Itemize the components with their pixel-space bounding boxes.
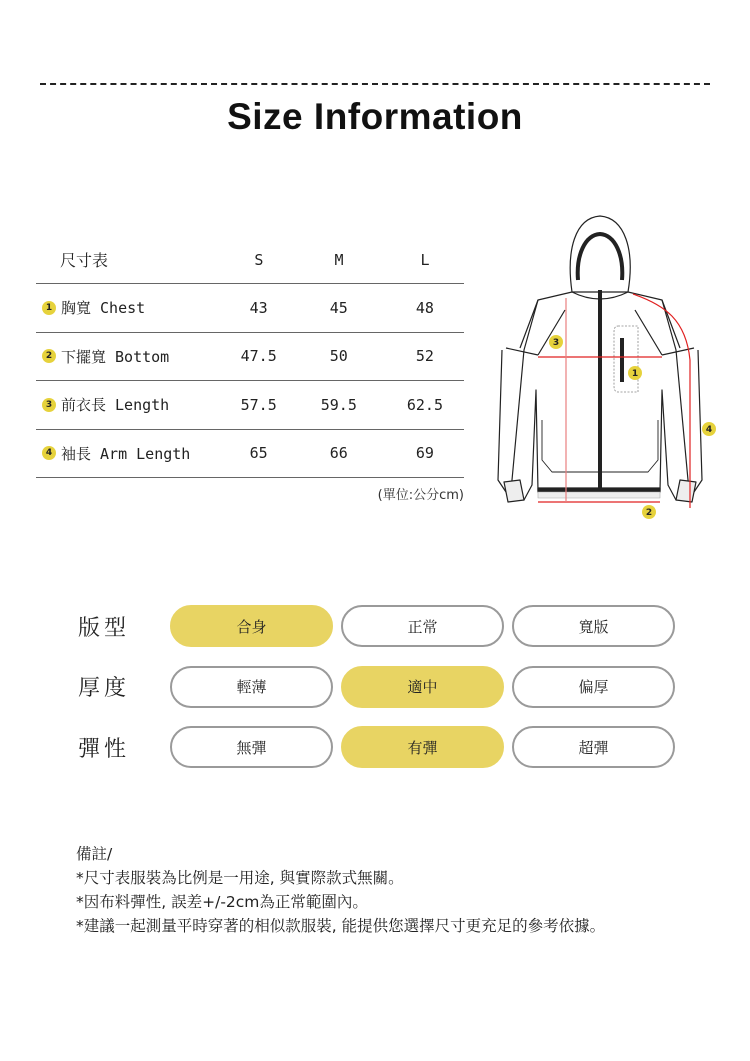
fit-option-loose: 寬版 [512,605,675,647]
number-badge: 2 [42,349,56,363]
jacket-diagram [490,210,730,530]
elasticity-option-none: 無彈 [170,726,333,768]
value-l: 48 [415,298,434,317]
unit-note: (單位:公分cm) [377,488,464,503]
note-line: *尺寸表服裝為比例是一用途, 與實際款式無關。 [76,869,404,887]
number-badge: 4 [42,446,56,460]
note-line: *建議一起測量平時穿著的相似款服裝, 能提供您選擇尺寸更充足的參考依據。 [76,917,606,935]
elasticity-option-stretch: 有彈 [341,726,504,768]
size-table [36,236,464,503]
value-s: 47.5 [240,347,277,366]
value-s: 65 [249,444,268,463]
value-l: 69 [415,444,434,463]
svg-text:2: 2 [645,508,653,518]
attr-row-fit [78,604,683,648]
fit-option-slim: 合身 [170,605,333,647]
header-size-m: M [334,250,344,269]
thickness-option-medium: 適中 [341,666,504,708]
value-m: 50 [329,347,348,366]
header-label: 尺寸表 [60,251,109,270]
table-row-length [36,381,464,430]
value-m: 45 [329,298,348,317]
number-badge: 3 [42,398,56,412]
attr-row-elasticity [78,725,683,769]
note-line: *因布料彈性, 誤差+/-2cm為正常範圍內。 [76,893,368,911]
row-label: 下擺寬 Bottom [61,347,170,366]
thickness-option-thick: 偏厚 [512,666,675,708]
header-size-l: L [420,250,430,269]
value-s: 43 [249,298,268,317]
svg-text:4: 4 [705,425,713,435]
table-row-chest [36,284,464,333]
notes-heading: 備註/ [76,845,113,863]
elasticity-option-super: 超彈 [512,726,675,768]
page-title: Size Information [227,96,523,137]
row-label: 前衣長 Length [61,396,170,415]
table-row-bottom [36,333,464,382]
attributes-section [78,604,683,786]
attr-label-elasticity: 彈性 [78,736,131,762]
row-label: 袖長 Arm Length [61,444,191,463]
value-m: 66 [329,444,348,463]
table-row-arm-length [36,430,464,479]
table-header [36,236,464,284]
value-l: 52 [415,347,434,366]
svg-text:3: 3 [552,338,560,348]
fit-option-regular: 正常 [341,605,504,647]
value-m: 59.5 [320,395,357,414]
thickness-option-thin: 輕薄 [170,666,333,708]
notes-section [76,842,605,938]
dashed-divider [40,83,710,85]
attr-label-fit: 版型 [78,615,131,641]
svg-text:1: 1 [631,369,639,379]
header-size-s: S [254,250,264,269]
number-badge: 1 [42,301,56,315]
value-s: 57.5 [240,395,277,414]
attr-label-thickness: 厚度 [78,676,131,701]
value-l: 62.5 [406,395,443,414]
attr-row-thickness [78,665,683,709]
row-label: 胸寬 Chest [61,299,146,318]
